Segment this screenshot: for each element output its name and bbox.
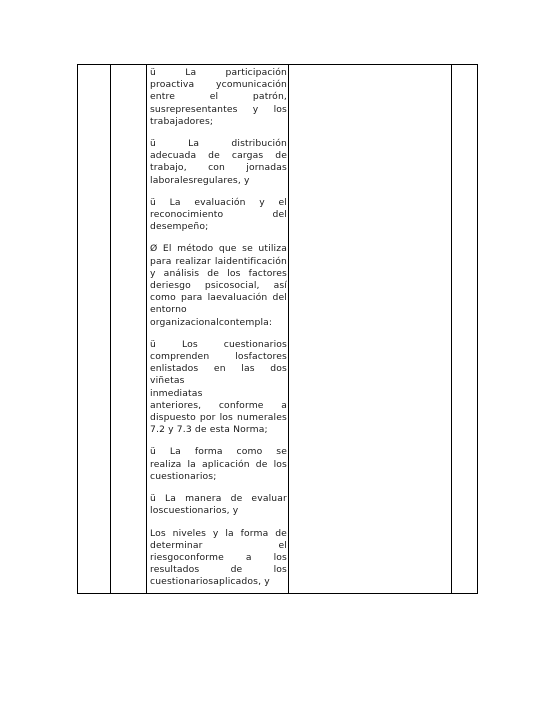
- paragraph-line: cuestionariosaplicados, y: [150, 576, 270, 588]
- paragraph-line: dispuesto por los numerales: [150, 412, 287, 424]
- cell-paragraph: [150, 67, 287, 128]
- paragraph-line: entre el patrón,: [150, 91, 287, 103]
- cell-paragraph: [150, 446, 287, 483]
- paragraph-line: adecuada de cargas de: [150, 150, 287, 162]
- paragraph-line: laboralesregulares, y: [150, 174, 250, 186]
- paragraph-line: riesgoconforme a los: [150, 551, 287, 563]
- column-divider-2: [146, 65, 147, 593]
- cell-paragraph: [150, 197, 287, 234]
- paragraph-line: loscuestionarios, y: [150, 505, 239, 517]
- paragraph-line: resultados de los: [150, 564, 287, 576]
- paragraph-line: comprenden losfactores: [150, 351, 287, 363]
- paragraph-line: determinar el: [150, 539, 287, 551]
- paragraph-line: entorno: [150, 304, 187, 316]
- paragraph-line: trabajo, con jornadas: [150, 162, 287, 174]
- paragraph-line: deriesgo psicosocial, así: [150, 280, 287, 292]
- paragraph-line: reconocimiento del: [150, 209, 287, 221]
- paragraph-line: Ø El método que se utiliza: [150, 243, 287, 255]
- cell-paragraph: [150, 528, 287, 589]
- paragraph-line: como para laevaluación del: [150, 292, 287, 304]
- paragraph-line: proactiva ycomunicación: [150, 79, 287, 91]
- column-divider-3: [288, 65, 289, 593]
- cell-paragraph: [150, 138, 287, 187]
- document-table: [77, 64, 478, 594]
- cell-paragraph: [150, 493, 287, 517]
- paragraph-line: desempeño;: [150, 221, 209, 233]
- paragraph-line: anteriores, conforme a: [150, 399, 287, 411]
- paragraph-line: ü La forma como se: [150, 446, 287, 458]
- paragraph-line: Los niveles y la forma de: [150, 527, 287, 539]
- column-divider-1: [110, 65, 111, 593]
- paragraph-line: trabajadores;: [150, 115, 214, 127]
- paragraph-line: 7.2 y 7.3 de esta Norma;: [150, 424, 268, 436]
- paragraph-line: inmediatas: [150, 387, 203, 399]
- paragraph-line: organizacionalcontempla:: [150, 316, 273, 328]
- cell-paragraph: [150, 339, 287, 437]
- paragraph-line: ü La evaluación y el: [150, 196, 287, 208]
- paragraph-line: ü La participación: [150, 67, 287, 78]
- paragraph-line: cuestionarios;: [150, 470, 217, 482]
- paragraph-line: y análisis de los factores: [150, 267, 287, 279]
- paragraph-line: realiza la aplicación de los: [150, 458, 287, 470]
- paragraph-line: enlistados en las dos viñetas: [150, 363, 287, 387]
- column-divider-4: [451, 65, 452, 593]
- table-cell-content: [150, 67, 287, 599]
- paragraph-line: para realizar laidentificación: [150, 255, 287, 267]
- paragraph-line: susrepresentantes y los: [150, 103, 287, 115]
- paragraph-line: ü La distribución: [150, 138, 287, 150]
- cell-paragraph: [150, 243, 287, 328]
- paragraph-line: ü Los cuestionarios: [150, 338, 287, 350]
- paragraph-line: ü La manera de evaluar: [150, 493, 287, 505]
